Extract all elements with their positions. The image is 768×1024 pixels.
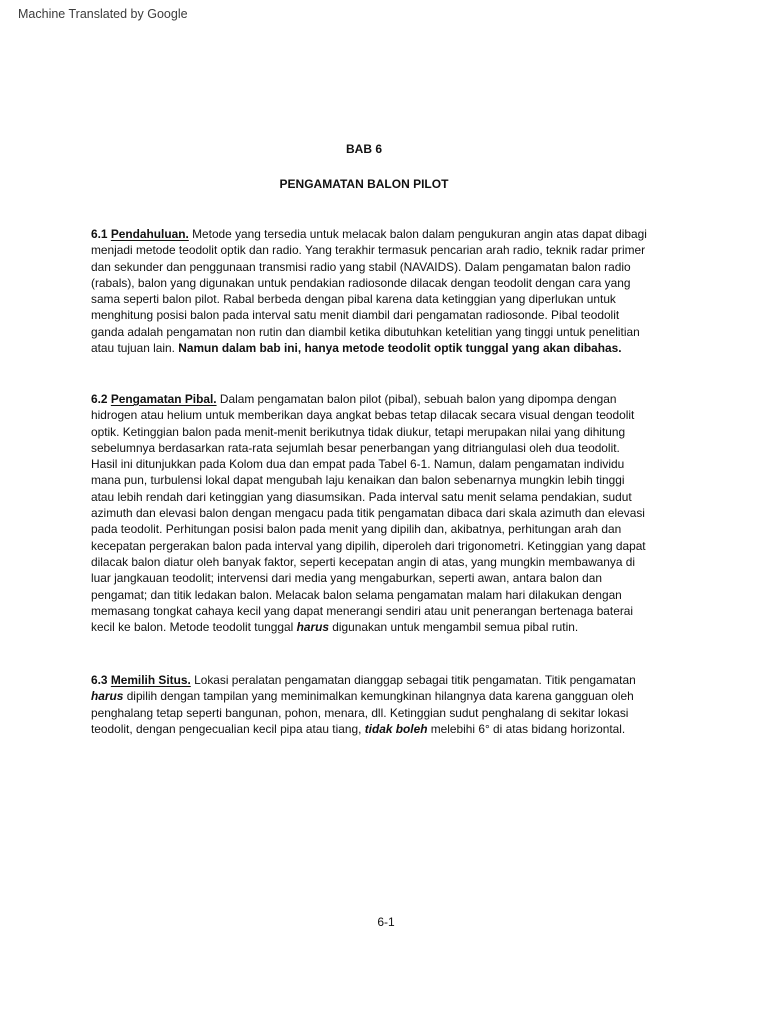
page-number: 6-1 (377, 915, 395, 929)
section-pibal-observation (91, 391, 691, 635)
emphasis-text: tidak boleh (364, 721, 428, 736)
text-line: mana pun, turbulensi lokal dapat mengubah laju kenaikan dan balon sebenarnya mungkin lebih tinggi (91, 473, 625, 488)
text-line: dan sekunder dan penggunaan transmisi radio yang stabil (NAVAIDS). Dalam pengamatan balon radio (91, 259, 631, 274)
text-line: memasang tongkat cahaya kecil yang dapat menerangi sendiri atau unit penerangan bertenaga baterai (91, 603, 634, 618)
text-line: 6.3 Memilih Situs. Lokasi peralatan pengamatan dianggap sebagai titik pengamatan. Titik pengamatan (91, 673, 636, 687)
text-line: Hasil ini ditunjukkan pada Kolom dua dan empat pada Tabel 6-1. Namun, dalam pengamatan individu (91, 457, 625, 472)
text-line: 6.2 Pengamatan Pibal. Dalam pengamatan balon pilot (pibal), sebuah balon yang dipompa dengan (91, 392, 617, 406)
chapter-title: PENGAMATAN BALON PILOT (279, 177, 449, 191)
text-line: atau tujuan lain. Namun dalam bab ini, hanya metode teodolit optik tunggal yang akan dibahas. (91, 341, 622, 356)
section-heading: Pengamatan Pibal. (110, 392, 217, 406)
text-line: penghalang tetap seperti bangunan, pohon, menara, dll. Ketinggian sudut penghalang di sekitar lokasi (91, 705, 629, 720)
section-number: 6.1 (91, 227, 108, 241)
section-site-selection (91, 672, 691, 737)
text-line: menjadi metode teodolit optik dan radio. Yang terakhir termasuk pencarian arah radio, teknik radar primer (91, 243, 646, 258)
text-line: ganda adalah pengamatan non rutin dan diambil ketika dibutuhkan ketelitian yang tinggi untuk penelitian (91, 324, 640, 339)
section-number: 6.2 (91, 392, 108, 406)
text-line: hidrogen atau helium untuk memberikan daya angkat bebas tetap dilacak secara visual dengan teodolit (91, 408, 635, 423)
text-line: dilacak balon diatur oleh banyak faktor, seperti kecepatan angin di atas, yang mungkin membawanya di (91, 554, 636, 569)
text-line: 6.1 Pendahuluan. Metode yang tersedia untuk melacak balon dalam pengukuran angin atas dapat dibagi (91, 227, 647, 241)
section-introduction (91, 226, 691, 356)
emphasis-text: Namun dalam bab ini, hanya metode teodolit optik tunggal yang akan dibahas. (178, 341, 622, 356)
text-line: harus dipilih dengan tampilan yang meminimalkan kemungkinan hilangnya data karena gangguan oleh (91, 689, 634, 704)
text-line: sebelumnya berdasarkan rata-rata sejumlah besar penerbangan yang ditriangulasi oleh dua teodolit. (91, 440, 620, 455)
text-line: pada teodolit. Perhitungan posisi balon pada menit yang dipilih dan, akibatnya, perhitungan arah dan (91, 522, 622, 537)
chapter-number: BAB 6 (345, 142, 382, 156)
text-line: azimuth dan elevasi balon dengan mengacu pada titik pengamatan dibaca dari skala azimuth dan elevasi (91, 506, 645, 521)
text-line: luar jangkauan teodolit; intervensi dari media yang mengaburkan, seperti awan, antara balon dan (91, 571, 602, 586)
section-heading: Pendahuluan. (110, 227, 189, 241)
machine-translation-label: Machine Translated by Google (18, 7, 188, 21)
text-line: atau lebih rendah dari ketinggian yang diasumsikan. Pada interval satu menit selama pendakian, sudut (91, 489, 632, 504)
text-line: sama seperti balon pilot. Rabal berbeda dengan pibal karena data ketinggian yang diperlukan untuk (91, 292, 616, 307)
text-line: menghitung posisi balon pada interval satu menit diambil dari pengamatan radiosonde. Pibal teodolit (91, 308, 620, 323)
text-line: kecil ke balon. Metode teodolit tunggal harus digunakan untuk mengambil semua pibal rutin. (91, 620, 579, 635)
text-line: (rabals), balon yang digunakan untuk pendakian radiosonde dilacak dengan teodolit dengan cara yang (91, 275, 631, 290)
emphasis-text: harus (91, 689, 124, 704)
text-line: teodolit, dengan pengecualian kecil pipa atau tiang, tidak boleh melebihi 6° di atas bidang horizontal. (91, 721, 626, 736)
section-heading: Memilih Situs. (110, 673, 191, 687)
text-line: kecepatan pergerakan balon pada interval yang dipilih, diperoleh dari trigonometri. Ketinggian yang dapat (91, 538, 646, 553)
emphasis-text: harus (296, 620, 329, 635)
text-line: optik. Ketinggian balon pada menit-menit berikutnya tidak diukur, tetapi merupakan nilai yang dihitung (91, 424, 626, 439)
text-line: pengamat; dan titik ledakan balon. Melacak balon selama pengamatan malam hari dilakukan dengan (91, 587, 622, 602)
section-number: 6.3 (91, 673, 108, 687)
